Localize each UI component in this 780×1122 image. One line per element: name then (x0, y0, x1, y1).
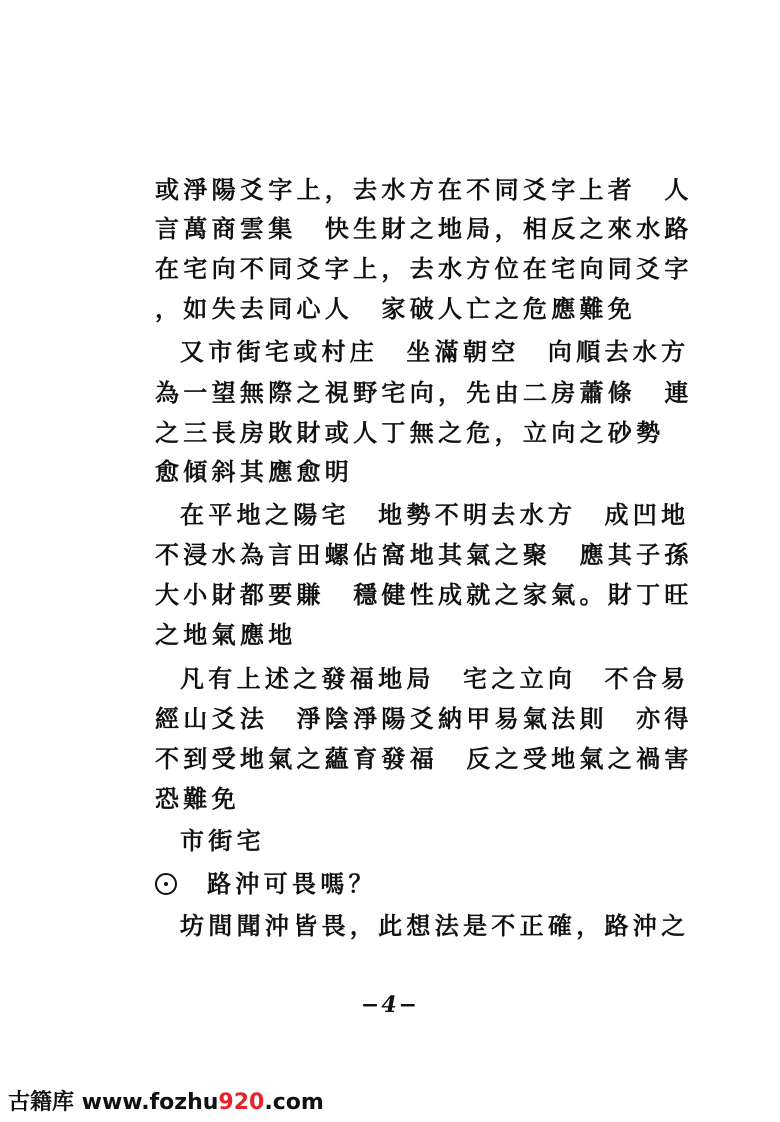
watermark-accent: 920 (218, 1090, 265, 1115)
text-line-13: 凡有上述之發福地局 宅之立向 不合易 (180, 664, 690, 693)
text-line-9: 在平地之陽宅 地勢不明去水方 成凹地 (180, 500, 690, 529)
question-heading (155, 869, 675, 899)
watermark-prefix: 古籍库 www.fozhu (8, 1090, 219, 1115)
watermark (8, 1085, 324, 1116)
text-line-2: 言萬商雲集 快生財之地局，相反之來水路 (155, 214, 693, 243)
text-line-6: 為一望無際之視野宅向，先由二房蕭條 連 (155, 378, 693, 407)
text-line-4: ，如失去同心人 家破人亡之危應難免 (155, 294, 637, 323)
circled-dot-icon (155, 873, 177, 895)
text-line-3: 在宅向不同爻字上，去水方位在宅向同爻字 (155, 254, 693, 283)
text-line-16: 恐難免 (155, 784, 240, 813)
text-line-15: 不到受地氣之蘊育發福 反之受地氣之禍害 (155, 744, 693, 773)
text-line-11: 大小財都要賺 穩健性成就之家氣。財丁旺 (155, 580, 693, 609)
text-line-19: 坊間聞沖皆畏，此想法是不正確，路沖之 (180, 911, 690, 940)
text-line-14: 經山爻法 淨陰淨陽爻納甲易氣法則 亦得 (155, 704, 693, 733)
text-line-5: 又市街宅或村庄 坐滿朝空 向順去水方 (180, 337, 690, 366)
text-line-10: 不浸水為言田螺佔窩地其氣之聚 應其子孫 (155, 540, 693, 569)
text-line-12: 之地氣應地 (155, 620, 297, 649)
question-heading-text: 路沖可畏嗎？ (207, 869, 377, 898)
page-number: −4− (360, 992, 420, 1018)
text-line-1: 或淨陽爻字上，去水方在不同爻字上者 人 (155, 175, 693, 204)
watermark-suffix: .com (264, 1090, 324, 1115)
text-line-8: 愈傾斜其應愈明 (155, 457, 354, 486)
section-heading-street-house: 市街宅 (180, 826, 265, 855)
text-line-7: 之三長房敗財或人丁無之危，立向之砂勢 (155, 418, 665, 447)
